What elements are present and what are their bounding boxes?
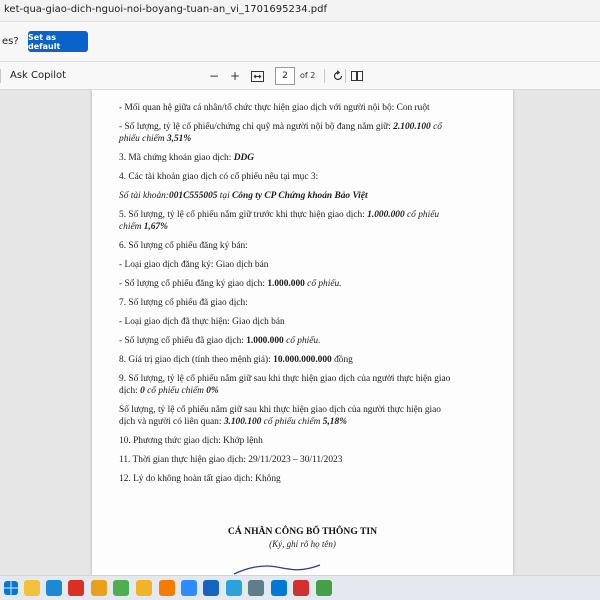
pdf-page	[92, 90, 513, 575]
document-text-run: Số tài khoản:	[119, 191, 169, 201]
document-text-run: 1,67%	[143, 222, 168, 232]
document-text-run: cổ phiếu chiếm	[263, 417, 323, 427]
toolbar-divider	[324, 69, 325, 83]
file-explorer-icon[interactable]	[24, 580, 40, 596]
document-line	[119, 240, 499, 252]
document-text-run: đồng	[331, 355, 353, 365]
rotate-icon[interactable]	[330, 68, 346, 84]
app-red-icon[interactable]	[293, 580, 309, 596]
document-text-run: 6. Số lượng cổ phiếu đăng ký bán:	[119, 241, 248, 251]
window-title: ket-qua-giao-dich-nguoi-noi-boyang-tuan-an_vi_1701695234.pdf	[4, 4, 327, 15]
document-text-run: 1.000.000	[367, 210, 408, 220]
document-text-run: 5,18%	[322, 417, 347, 427]
document-text-run: - Số lượng cổ phiếu đã giao dịch:	[119, 336, 247, 346]
zoom-in-icon[interactable]: +	[229, 69, 241, 83]
app-chat-icon[interactable]	[271, 580, 287, 596]
folder-icon[interactable]	[136, 580, 152, 596]
document-line	[119, 416, 499, 428]
windows-start-icon[interactable]	[4, 581, 18, 595]
document-text-run: 3.100.100	[223, 417, 264, 427]
document-text-run: chiếm	[119, 222, 144, 232]
document-text-run: cổ phiếu chiếm	[147, 386, 207, 396]
document-line	[119, 171, 499, 183]
document-line	[119, 297, 499, 309]
page-view-icon[interactable]	[349, 68, 365, 84]
document-line	[119, 404, 499, 416]
document-text-run: 3. Mã chứng khoán giao dịch:	[119, 153, 234, 163]
document-line	[119, 335, 499, 347]
document-text-run: 9. Số lượng, tỷ lệ cổ phiếu nắm giữ sau khi thực hiện giao dịch của người thực hiện giao	[119, 374, 451, 384]
default-app-infobar	[0, 22, 600, 62]
document-text-run: - Mối quan hệ giữa cá nhân/tổ chức thực hiện giao dịch với người nội bộ: Con ruột	[119, 103, 430, 113]
document-line	[119, 221, 499, 233]
document-text-run: cổ phiếu.	[286, 336, 321, 346]
page-count: of 2	[300, 71, 316, 80]
pdf-toolbar	[0, 62, 600, 90]
telegram-icon[interactable]	[226, 580, 242, 596]
handwritten-signature	[232, 558, 322, 575]
document-text-run: 8. Giá trị giao dịch (tính theo mệnh giá):	[119, 355, 274, 365]
zoom-out-icon[interactable]: −	[208, 69, 220, 83]
document-text-run: 3,51%	[166, 134, 192, 144]
document-text-run: Số lượng, tỷ lệ cổ phiếu nắm giữ sau khi thực hiện giao dịch của người thực hiện giao	[119, 405, 441, 415]
document-line	[119, 209, 499, 221]
document-line	[119, 473, 499, 485]
document-text-run: 001C555005	[169, 191, 218, 201]
document-line	[119, 454, 499, 466]
title-bar	[0, 0, 600, 22]
document-line	[119, 354, 499, 366]
pdf-viewer[interactable]	[0, 90, 600, 575]
document-line	[119, 373, 499, 385]
document-line	[119, 102, 499, 114]
document-text-run: 10.000.000.000	[273, 355, 332, 365]
toolbar-divider	[345, 69, 346, 83]
signature-subtitle: (Ký, ghi rõ họ tên)	[269, 539, 336, 549]
document-line	[119, 152, 499, 164]
app-green-icon[interactable]	[316, 580, 332, 596]
toolbar-divider	[0, 69, 1, 83]
document-line	[119, 435, 499, 447]
document-body	[119, 102, 499, 485]
document-text-run: 5. Số lượng, tỷ lệ cổ phiếu nắm giữ trước khi thực hiện giao dịch:	[119, 210, 368, 220]
document-text-run: - Số lượng, tỷ lệ cổ phiếu/chứng chỉ quỹ mà người nội bộ đang nắm giữ:	[119, 122, 394, 132]
document-line	[119, 278, 499, 290]
zoom-icon[interactable]	[181, 580, 197, 596]
document-text-run: 0	[140, 386, 148, 396]
signature-title: CÁ NHÂN CÔNG BỐ THÔNG TIN	[227, 526, 378, 537]
document-text-run: 0%	[206, 386, 219, 396]
page-number-input[interactable]: 2	[275, 67, 295, 85]
app-triangle-icon-2[interactable]	[113, 580, 129, 596]
document-line	[119, 316, 499, 328]
ask-copilot-button[interactable]: Ask Copilot	[10, 70, 67, 81]
document-text-run: 12. Lý do không hoàn tất giao dịch: Không	[119, 474, 281, 484]
document-text-run: phiếu chiếm	[119, 134, 167, 144]
document-text-run: dịch:	[119, 386, 141, 396]
document-text-run: 10. Phương thức giao dịch: Khớp lệnh	[119, 436, 263, 446]
document-text-run: 1.000.000	[267, 279, 308, 289]
app-triangle-icon-3[interactable]	[159, 580, 175, 596]
document-text-run: 4. Các tài khoản giao dịch có cổ phiếu nêu tại mục 3:	[119, 172, 319, 182]
document-text-run: - Loại giao dịch đã thực hiện: Giao dịch bán	[119, 317, 285, 327]
app-triangle-icon-1[interactable]	[91, 580, 107, 596]
document-text-run: cổ phiếu	[407, 210, 440, 220]
document-text-run: cổ phiếu.	[307, 279, 342, 289]
document-text-run: - Số lượng cổ phiếu đăng ký giao dịch:	[119, 279, 268, 289]
taskbar	[0, 575, 600, 600]
document-text-run: cổ	[433, 122, 442, 132]
document-text-run: 11. Thời gian thực hiện giao dịch: 29/11/2023 – 30/11/2023	[119, 455, 343, 465]
infobar-question: es?	[2, 36, 19, 47]
edge-browser-icon[interactable]	[46, 580, 62, 596]
document-line	[119, 385, 499, 397]
document-text-run: dịch và người có liên quan:	[119, 417, 224, 427]
app-gray-icon[interactable]	[248, 580, 264, 596]
document-text-run: Công ty CP Chứng khoán Bảo Việt	[232, 191, 368, 201]
document-line	[119, 121, 499, 133]
set-as-default-button[interactable]: Set as default	[28, 31, 88, 52]
document-text-run: 1.000.000	[246, 336, 287, 346]
document-text-run: 7. Số lượng cổ phiếu đã giao dịch:	[119, 298, 248, 308]
pdf-app-icon[interactable]	[68, 580, 84, 596]
document-line	[119, 133, 499, 145]
document-text-run: tại	[217, 191, 233, 201]
document-line	[119, 190, 499, 202]
document-text-run: 2.100.100	[393, 122, 434, 132]
fit-to-page-icon[interactable]	[249, 68, 265, 84]
document-line	[119, 259, 499, 271]
document-text-run: DDG	[233, 153, 255, 163]
document-text-run: - Loại giao dịch đăng ký: Giao dịch bán	[119, 260, 269, 270]
app-blue-icon[interactable]	[203, 580, 219, 596]
